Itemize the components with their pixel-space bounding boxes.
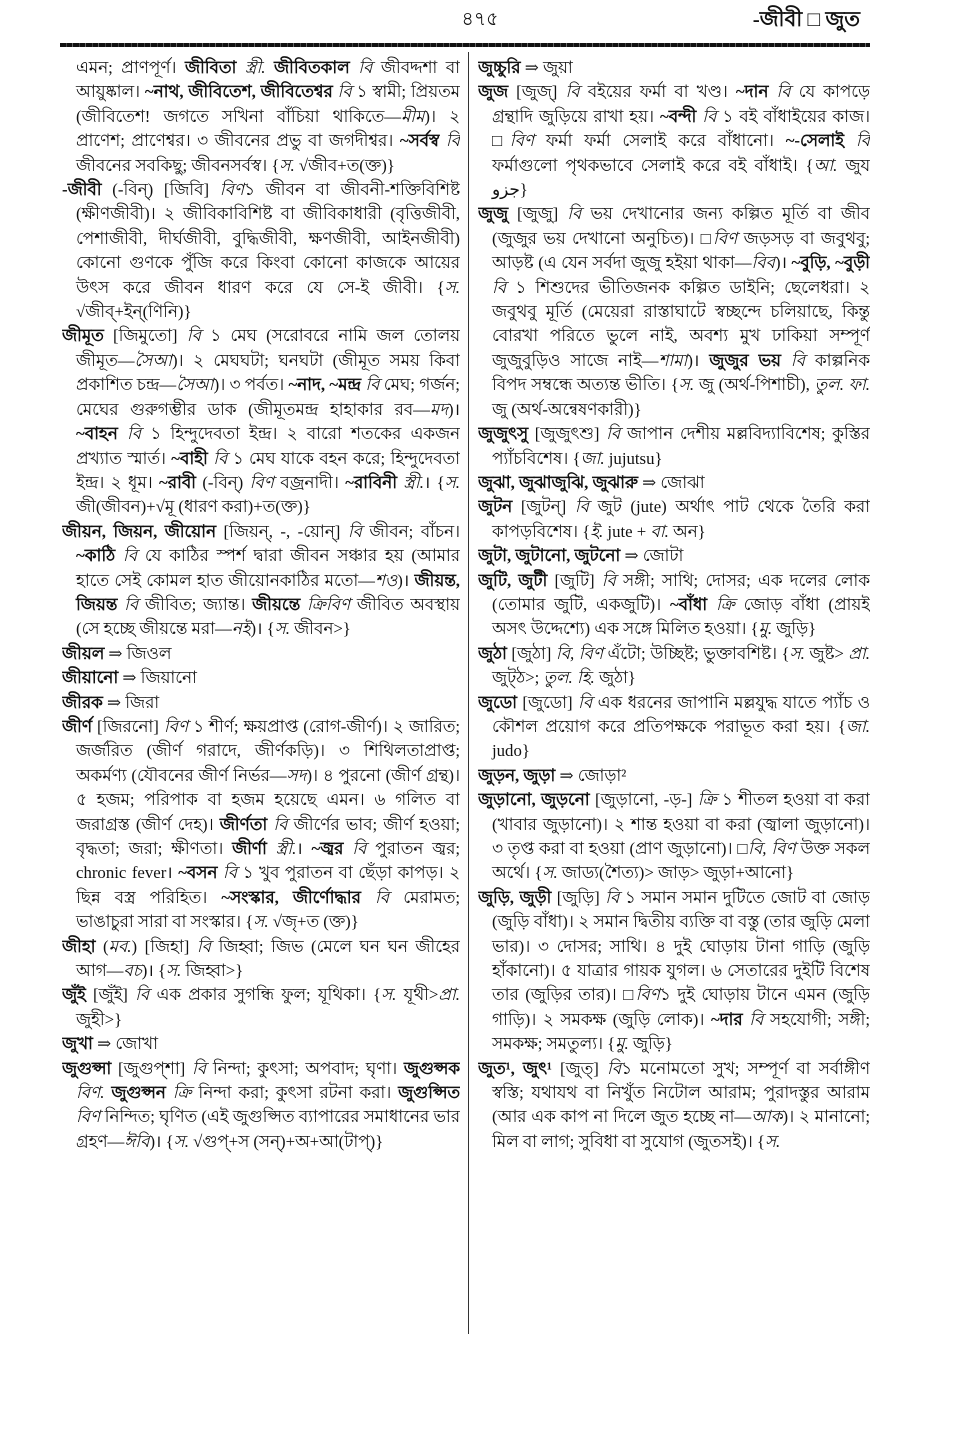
headword: জুটন — [478, 497, 513, 517]
abbreviation-label: আ. — [813, 155, 838, 175]
headword: জুজ — [478, 82, 509, 102]
entry-text: ফর্মা ফর্মা সেলাই করে বাঁধানো। — [534, 131, 786, 151]
abbreviation-label: বি — [365, 375, 380, 395]
headword: ~-সেলাই — [785, 131, 856, 151]
entry-text: [জুজুৎশু] — [528, 424, 607, 444]
entry-text: [জুত্] — [551, 1058, 607, 1078]
entry-text: জুট (jute) অর্থাৎ পাট থেকে তৈরি করা কাপড়বিশেষ। { — [492, 497, 870, 541]
abbreviation-label: স. — [444, 277, 460, 297]
entry-text: ১ দুই ঘোড়ায় টানে এমন (জুড়ি গাড়ি)। ২ সমকক্ষ (জুড়ি লোক)। — [492, 985, 870, 1029]
abbreviation-label: মু. — [615, 1034, 629, 1054]
entry-text: [জুড়ানো, -ড়-] — [589, 790, 698, 810]
abbreviation-label: বি — [445, 131, 460, 151]
headword: জীয়ন, জিয়ন, জীয়োন — [62, 521, 217, 541]
entry-text: ১ বই বাঁধাইয়ের কাজ। □ — [492, 106, 870, 151]
entry-text: ⇒ জিওল — [104, 643, 172, 663]
abbreviation-label: সৈআ — [134, 350, 172, 370]
entry-text: কাল্পনিক বিপদ সম্বন্ধে অত্যন্ত ভীতি। { — [492, 350, 870, 395]
abbreviation-label: বিণ — [249, 472, 274, 492]
header-rule — [60, 43, 870, 47]
abbreviation-label: বি — [124, 594, 139, 614]
abbreviation-label: জা. — [845, 716, 870, 736]
abbreviation-label: বি — [601, 570, 616, 590]
headword: ~রাবিনী — [345, 472, 404, 492]
right-column — [478, 56, 870, 1426]
dictionary-entry — [478, 1057, 870, 1155]
entry-text: )। ২ মেঘঘটা; ঘনঘটা (জীমূত সময় কিবা প্রকাশিত চন্দ্র— — [76, 350, 460, 395]
entry-text: ⇒ জোঝা — [637, 472, 705, 492]
abbreviation-label: আক — [751, 1107, 783, 1127]
abbreviation-label: স. — [789, 643, 805, 663]
entry-text: )। { — [149, 1131, 174, 1151]
entry-text: )। — [687, 350, 710, 370]
dictionary-entry — [62, 520, 460, 642]
entry-text: )। ৪ পুরনো (জীর্ণ গ্রন্থ)। ৫ হজম; পরিপাক বা হজম হয়েছে এমন। ৬ গলিত বা জরাগ্রস্ত (জীর্ণ দেহ)। — [76, 765, 460, 834]
headword: জুঝা, জুঝাজুঝি, জুঝারু — [478, 472, 638, 492]
entry-text: [জুডো] — [516, 692, 579, 712]
abbreviation-label: বি — [855, 131, 870, 151]
entry-text: [জিয়ন্, -, -য়োন্] — [216, 521, 348, 541]
entry-text: [জুঁই] — [85, 985, 136, 1005]
abbreviation-label: স. — [542, 863, 558, 883]
entry-text: এঁটো; উচ্ছিষ্ট; ভুক্তাবশিষ্ট। { — [603, 643, 790, 663]
abbreviation-label: বিণ — [509, 131, 535, 151]
headword: জীয়ন্ত, জিয়ন্ত — [76, 570, 460, 614]
headword: জুজু — [478, 204, 509, 224]
dictionary-entry — [62, 935, 460, 984]
entry-text: জুঠা} — [594, 668, 636, 688]
headword: জুড়ন, জুড়া — [478, 765, 556, 785]
abbreviation-label: বা. — [650, 521, 669, 541]
dictionary-entry — [62, 324, 460, 519]
abbreviation-label: স. — [274, 619, 290, 639]
entry-text: মেরামত; ভাঙাচুরা সারা বা সংস্কার। { — [76, 887, 460, 932]
entry-text: √জীব+ত(ক্ত)} — [294, 155, 395, 175]
entry-text: জাপান দেশীয় মল্লবিদ্যাবিশেষ; কুস্তির প্যাঁচবিশেষ। { — [492, 424, 870, 468]
headword: জীমূত — [62, 326, 104, 346]
abbreviation-label: বি — [196, 936, 212, 956]
entry-text: জুহী>} — [76, 1009, 123, 1029]
entry-text: যে কাপড়ে গ্রন্থাদি জুড়িয়ে রাখা হয়। — [492, 82, 870, 126]
headword: -জীবী — [62, 180, 102, 200]
abbreviation-label: স. — [173, 1131, 189, 1151]
entry-text: নিন্দা করা; কুৎসা রটনা করা। — [191, 1083, 399, 1103]
abbreviation-label: স. — [678, 375, 695, 395]
headword: জুগুপ্সা — [62, 1058, 112, 1078]
entry-text: পুরাতন জ্বর; chronic fever। — [76, 839, 460, 883]
headword: ~কাঠি — [76, 546, 123, 566]
abbreviation-label: বি — [492, 277, 507, 297]
dictionary-entry — [478, 569, 870, 642]
entry-text: জুড়ি} — [628, 1034, 673, 1054]
dictionary-entry — [478, 80, 870, 202]
abbreviation-label: মীম — [400, 106, 425, 126]
dictionary-entry — [62, 715, 460, 935]
headword: জুঠা — [478, 643, 507, 663]
entry-text: )। { — [250, 619, 275, 639]
abbreviation-label: বি — [352, 839, 367, 858]
entry-text: ১ শীর্ণ; ক্ষয়প্রাপ্ত (রোগ-জীর্ণ)। ২ জারিত; জর্জরিত (জীর্ণ গরাদে, জীর্ণকড়ি)। ৩ শিথিলতাপ্রাপ্ত; অকর্মণ্য (যৌবনের জীর্ণ নির্ভর— — [76, 716, 460, 785]
headword: ~রাবী — [159, 472, 196, 492]
abbreviation-label: স্ত্রী. — [275, 839, 297, 858]
entry-text: )। — [774, 253, 792, 273]
entry-text: )। { — [141, 961, 166, 981]
entry-text: এক ধরনের জাপানি মল্লযুদ্ধ যাতে প্যাঁচ ও কৌশল প্রয়োগ করে প্রতিপক্ষকে পরাভূত করা হয়। { — [492, 692, 870, 736]
entry-text: জু (অর্থ-পিশাচী), — [694, 375, 815, 395]
headword: জীর্ণতা — [219, 814, 274, 834]
abbreviation-label: বি, বিণ — [555, 643, 604, 663]
abbreviation-label: স. — [444, 472, 460, 492]
entry-text: অন} — [668, 521, 706, 541]
abbreviation-label: বচ — [123, 961, 142, 981]
headword: ~বসন — [178, 863, 223, 883]
entry-text: )। ৩ পর্বত। — [213, 375, 289, 395]
dictionary-entry — [478, 544, 870, 568]
entry-text: সঙ্গী; সাথি; দোসর; এক দলের লোক (তোমার জুটি, একজুটি)। — [492, 570, 870, 614]
abbreviation-label: বি — [347, 521, 362, 541]
entry-text: [জুটন্] — [512, 497, 575, 517]
headword: জীর্ণা — [232, 839, 276, 858]
entry-text: ১ খুব পুরাতন বা ছেঁড়া কাপড়। ২ ছিন্ন বস্ত্র পরিহিত। — [76, 863, 460, 907]
abbreviation-label: স্ত্রী. — [403, 472, 424, 492]
abbreviation-label: স. — [165, 961, 182, 981]
headword: জীয়ানো — [62, 668, 119, 688]
abbreviation-label: বিণ — [712, 228, 738, 248]
entry-text: জড়সড় বা জবুথবু; আড়ষ্ট (এ যেন সর্বদা জুজু হইয়া থাকা— — [492, 228, 870, 273]
entry-text: জুষ্ট> — [804, 643, 849, 663]
abbreviation-label: মব. — [108, 936, 132, 956]
left-column — [62, 56, 460, 1426]
entry-text: ⇒ জোটা — [620, 546, 684, 566]
entry-text: জুড়ি} — [772, 619, 817, 639]
abbreviation-label: বি — [122, 546, 138, 566]
headword: ~নাথ, জীবিতেশ, জীবিতেশ্বর — [144, 82, 338, 102]
abbreviation-label: বিণ — [219, 180, 245, 200]
entry-text: [জিমুতো] — [103, 326, 187, 346]
entry-text: ১ শিশুদের ভীতিজনক কল্পিত ডাইনি; ছেলেধরা। ২ জবুথবু মূর্তি (মেয়েরা রাস্তাঘাটে স্বচ্ছন্দে চলিয়াছে, কিন্তু বোরখা পরিতে ভুলে নাই, অবশ্য মুখ ঢাকিয়া সম্পূর্ণ জুজুবুড়িও সাজে নাই— — [492, 277, 870, 370]
entry-text: ⇒ জোড়া² — [555, 765, 627, 785]
abbreviation-label: বি — [702, 106, 717, 126]
headword: জুঁই — [62, 985, 86, 1005]
dictionary-entry — [62, 642, 460, 666]
abbreviation-label: বি — [222, 863, 238, 883]
entry-text: ⇒ জোখা — [92, 1034, 158, 1054]
entry-text: )। ২ মানানো; মিল বা লাগ; সুবিধা বা সুযোগ (জুতসই)। { — [492, 1107, 870, 1151]
entry-text: ফর্মাগুলো পৃথকভাবে সেলাই করে বই বাঁধাই। { — [492, 155, 814, 175]
headword: ~সর্বস্ব — [399, 131, 446, 151]
headword: জুড়ানো, জুড়নো — [478, 790, 590, 810]
entry-text: √জীব্+ইন্(ণিনি)} — [76, 302, 192, 322]
abbreviation-label: ই. — [590, 521, 604, 541]
entry-text: ১ মেঘ যাকে বহন করে; হিন্দুদেবতা ইন্দ্র। ২ ধূম। — [76, 448, 460, 492]
dictionary-entry — [478, 56, 870, 80]
entry-text: যূথী> — [396, 985, 439, 1005]
headword: ~বাঁধা — [669, 594, 716, 614]
entry-text: জীবন; বাঁচন। — [361, 521, 460, 541]
entry-text: (-বিন্) — [195, 472, 250, 492]
headword: ~বুড়ি, ~বুড়ী — [791, 253, 870, 273]
headword: জুগুপ্সক — [403, 1058, 460, 1078]
headword: জীর্ণ — [62, 716, 92, 736]
abbreviation-label: ক্রি — [715, 594, 735, 614]
headword: জুজুৎসু — [478, 424, 529, 444]
entry-text: [জুজ্] — [508, 82, 566, 102]
abbreviation-label: বি — [358, 58, 373, 77]
abbreviation-label: বি — [186, 326, 201, 346]
entry-text: [জুজু] — [508, 204, 568, 224]
abbreviation-label: স. — [764, 1131, 781, 1151]
abbreviation-label: সৈআ — [176, 375, 214, 395]
entry-text: ভয় দেখানোর জন্য কল্পিত মূর্তি বা জীব (জুজুর ভয় দেখানো অনুচিত)। □ — [492, 204, 870, 248]
headword: ~বাহী — [171, 448, 214, 468]
entry-text: জোড় বাঁধা (প্রায়ই অসৎ উদ্দেশ্যে) এক সঙ্গে মিলিত হওয়া। { — [492, 594, 870, 639]
entry-text: এক প্রকার সুগন্ধি ফুল; যূথিকা। { — [149, 985, 382, 1005]
abbreviation-label: মু. — [758, 619, 773, 639]
entry-text: )। — [448, 399, 460, 419]
headword: জুটা, জুটানো, জুটনো — [478, 546, 621, 566]
entry-text: ১ হিন্দুদেবতা ইন্দ্র। ২ বারো শতকের একজন প্রখ্যাত স্মার্ত। — [76, 424, 460, 468]
entry-text: [জুঠা] — [506, 643, 556, 663]
abbreviation-label: বিণ — [76, 1107, 101, 1127]
headword: ~বাহন — [76, 424, 127, 444]
entry-text: ১ স্বামী; প্রিয়তম (জীবিতেশ! জগতে সখিনা বাঁচিয়া থাকিতে— — [76, 82, 460, 126]
abbreviation-label: মদ — [429, 399, 449, 419]
headword: জুডো — [478, 692, 517, 712]
abbreviation-label: শামা — [658, 350, 688, 370]
abbreviation-label: প্রা. — [848, 643, 870, 663]
abbreviation-label: বি — [273, 814, 288, 834]
guide-words: -জীবী □ জুত — [752, 7, 860, 31]
headword: জুচ্চুরি — [478, 58, 521, 77]
entry-text: ১ মনোমতো সুখ; সম্পূর্ণ বা সর্বাঙ্গীণ স্বস্তি; যথাযথ বা নিখুঁত নিটোল আরাম; পুরাদস্তুর আরাম (আর এক কাপ না দিলে জুত হচ্ছে না— — [492, 1058, 870, 1127]
abbreviation-label: সদ — [286, 765, 307, 785]
entry-text: [জুগুপ্‌শা] — [111, 1058, 192, 1078]
abbreviation-label: বিব — [751, 253, 775, 273]
abbreviation-label: বি — [135, 985, 150, 1005]
abbreviation-label: বি — [749, 1009, 764, 1029]
entry-text: জিহ্বা>} — [181, 961, 244, 981]
abbreviation-label: বি, বিণ — [748, 839, 796, 858]
abbreviation-label: বি — [565, 82, 580, 102]
entry-text: [জুড়ি] — [551, 887, 606, 907]
dictionary-entry — [62, 56, 460, 178]
entry-text: মেঘ; গর্জন; মেঘের গুরুগম্ভীর ডাক (জীমূতমন্দ্র হাহাকার রব— — [76, 375, 460, 419]
abbreviation-label: নই — [231, 619, 251, 639]
entry-text: ১ সমান সমান দুটিতে জোট বা জোড় (জুড়ি বাঁধা)। ২ সমান দ্বিতীয় ব্যক্তি বা বস্তু (তার জুড়ি মেলা ভার)। ৩ দোসর; সাথি। ৪ দুই ঘোড়ায় টানা গাড়ি (জুড়ি হাঁকানো)। ৫ যাত্রার গায়ক যুগল। ৬ সেতারের দুইটি বিশেষ তার (জুড়ির তার)। □ — [492, 887, 870, 1005]
headword: জুড়ি, জুড়ী — [478, 887, 552, 907]
headword: জীয়ন্তে — [252, 594, 307, 614]
abbreviation-label: বিণ. — [76, 1083, 112, 1103]
entry-text: jujutsu} — [604, 448, 663, 468]
dictionary-entry — [62, 691, 460, 715]
abbreviation-label: বি — [574, 497, 589, 517]
headword: জীহা — [62, 936, 96, 956]
headword: জীবিতকাল — [274, 58, 359, 77]
entry-text: জাড্য(শৈত্য)> জাড়> জুড়া+আনো} — [557, 863, 795, 883]
headword: জুত¹, জুৎ¹ — [478, 1058, 552, 1078]
entry-text: )। ২ প্রাণেশ; প্রাণেশ্বর। ৩ জীবনের প্রভু বা জগদীশ্বর। — [76, 106, 460, 151]
dictionary-entry — [62, 666, 460, 690]
dictionary-entry — [62, 1057, 460, 1155]
dictionary-entry — [62, 983, 460, 1032]
abbreviation-label: জা. — [580, 448, 605, 468]
entry-text: এমন; প্রাণপূর্ণ। — [76, 58, 185, 77]
dictionary-entry — [478, 471, 870, 495]
entry-text: √জৃ+ত (ক্ত)} — [268, 912, 359, 932]
headword: জুটি, জুটী — [478, 570, 548, 590]
entry-text: উক্ত সকল অর্থে। { — [492, 839, 870, 883]
dictionary-entry — [478, 886, 870, 1057]
entry-text: জীবিত; জ্যান্ত। — [138, 594, 253, 614]
headword: ~দান — [735, 82, 777, 102]
abbreviation-label: ক্রি — [697, 790, 717, 810]
entry-text: জীবনের সবকিছু; জীবনসর্বস্ব। { — [76, 155, 280, 175]
abbreviation-label: বি — [126, 424, 142, 444]
abbreviation-label: প্রা. — [438, 985, 460, 1005]
headword: ~নাদ, ~মন্দ্র — [288, 375, 366, 395]
abbreviation-label: স্ত্রী. — [244, 58, 274, 77]
dictionary-entry — [62, 1032, 460, 1056]
entry-text: (-বিন্) [জিবি] — [101, 180, 220, 200]
entry-text: জুট্‌ঠ>; — [492, 668, 544, 688]
abbreviation-label: বি — [606, 424, 621, 444]
headword: ~জ্বর — [311, 839, 353, 858]
entry-text: √গুপ্+স (সন্)+অ+আ(টাপ্)} — [188, 1131, 384, 1151]
entry-text: ⇒ জিয়ানো — [118, 668, 197, 688]
entry-text: )। — [397, 570, 415, 590]
entry-text: ১ মেঘ (সরোবরে নামি জল তোলয় জীমূত— — [76, 326, 460, 370]
entry-text: জী(জীবন)+√মূ (ধারণ করা)+ত(ক্ত)} — [76, 497, 311, 517]
dictionary-entry — [478, 422, 870, 471]
entry-text: নিন্দা; কুৎসা; অপবাদ; ঘৃণা। — [206, 1058, 404, 1078]
dictionary-entry — [478, 691, 870, 764]
entry-text: জীবন>} — [289, 619, 351, 639]
abbreviation-label: তুল. ফা. — [814, 375, 870, 395]
abbreviation-label: বি — [337, 82, 352, 102]
entry-text: ⇒ জুয়া — [520, 58, 573, 77]
abbreviation-label: বি — [213, 448, 228, 468]
dictionary-entry — [62, 178, 460, 324]
abbreviation-label: বিণ — [163, 716, 189, 736]
abbreviation-label: বি — [790, 350, 805, 370]
abbreviation-label: বি — [776, 82, 791, 102]
headword: জীবিতা — [184, 58, 245, 77]
abbreviation-label: স. — [253, 912, 269, 932]
abbreviation-label: বি — [578, 692, 593, 712]
headword: ~বন্দী — [659, 106, 703, 126]
dictionary-entry — [478, 788, 870, 886]
column-divider — [468, 52, 469, 1334]
entry-text: ⇒ জিরা — [102, 692, 160, 712]
abbreviation-label: বিণ — [635, 985, 660, 1005]
headword: ~দার — [710, 1009, 750, 1029]
dictionary-entry — [478, 642, 870, 691]
abbreviation-label: স. — [279, 155, 295, 175]
entry-text: বজ্রনাদী। — [273, 472, 346, 492]
entry-text: jute + — [603, 521, 651, 541]
dictionary-entry — [478, 202, 870, 422]
abbreviation-label: বি — [606, 1058, 622, 1078]
abbreviation-label: ক্রিবিণ — [306, 594, 351, 614]
abbreviation-label: বি — [567, 204, 582, 224]
abbreviation-label: ঈবি — [124, 1131, 150, 1151]
entry-text: । { — [423, 472, 445, 492]
entry-text: জীবদ্দশা বা আয়ুষ্কাল। — [76, 58, 460, 102]
entry-text: জুয جزو} — [492, 155, 870, 200]
entry-text: ( — [95, 936, 109, 956]
entry-text: নিন্দিত; ঘৃণিত (এই জুগুপ্সিত ব্যাপারের সমাধানের ভার গ্রহণ— — [76, 1107, 460, 1151]
abbreviation-label: বি — [191, 1058, 207, 1078]
page-number: ৪৭৫ — [461, 9, 499, 30]
headword: ~সংস্কার, জীর্ণোদ্ধার — [221, 887, 375, 907]
dictionary-entry — [478, 764, 870, 788]
abbreviation-label: শও — [374, 570, 398, 590]
entry-text: সহযোগী; সঙ্গী; সমকক্ষ; সমতুল্য। { — [492, 1009, 870, 1054]
abbreviation-label: বি — [374, 887, 390, 907]
headword: জীরক — [62, 692, 103, 712]
entry-text: । — [296, 839, 312, 858]
headword: জুগুপ্সন — [111, 1083, 173, 1103]
headword: জুগুপ্সিত — [398, 1083, 460, 1103]
entry-text: ১ জীবন বা জীবনী-শক্তিবিশিষ্ট (ক্ষীণজীবী)। ২ জীবিকাবিশিষ্ট বা জীবিকাধারী (বৃত্তিজীবী, পেশাজীবী, দীর্ঘজীবী, বুদ্ধিজীবী, ক্ষণজীবী, আইনজীবী) কোনো গুণকে পুঁজি করে কিংবা কোনো কাজকে আয়ের উৎস করে জীবন ধারণ করে যে সে-ই জীবী। { — [76, 180, 460, 297]
entry-text: ) [জিহা] — [131, 936, 197, 956]
abbreviation-label: স. — [381, 985, 397, 1005]
entry-text: জীর্ণের ভাব; জীর্ণ হওয়া; বৃদ্ধতা; জরা; ক্ষীণতা। — [76, 814, 460, 858]
headword: জুজুর ভয় — [709, 350, 791, 370]
entry-text: জু (অর্থ-অন্বেষণকারী)} — [492, 399, 642, 419]
abbreviation-label: বি — [605, 887, 620, 907]
entry-text: জিহ্বা; জিভ (মেলে ঘন ঘন জীহের আগ— — [76, 936, 460, 981]
entry-text: জীবিত অবস্থায় (সে হচ্ছে জীয়ন্তে মরা— — [76, 594, 460, 639]
entry-text: যে কাঠির স্পর্শ দ্বারা জীবন সঞ্চার হয় (আমার হাতে সেই কোমল হাত জীয়োনকাঠির মতো— — [76, 546, 460, 590]
headword: জীয়ল — [62, 643, 105, 663]
entry-text: [জিরনো] — [91, 716, 164, 736]
entry-text: বইয়ের ফর্মা বা খণ্ড। — [579, 82, 736, 102]
dictionary-entry — [478, 495, 870, 544]
headword: জুখা — [62, 1034, 93, 1054]
entry-text: [জুটি] — [547, 570, 602, 590]
abbreviation-label: ক্রি — [172, 1083, 192, 1103]
entry-text: judo} — [492, 741, 530, 761]
entry-text: ১ শীতল হওয়া বা করা (খাবার জুড়ানো)। ২ শান্ত হওয়া বা করা (জ্বালা জুড়ানো)। ৩ তৃপ্ত করা বা হওয়া (প্রাণ জুড়ানো)। □ — [492, 790, 870, 858]
abbreviation-label: তুল. হি. — [543, 668, 595, 688]
